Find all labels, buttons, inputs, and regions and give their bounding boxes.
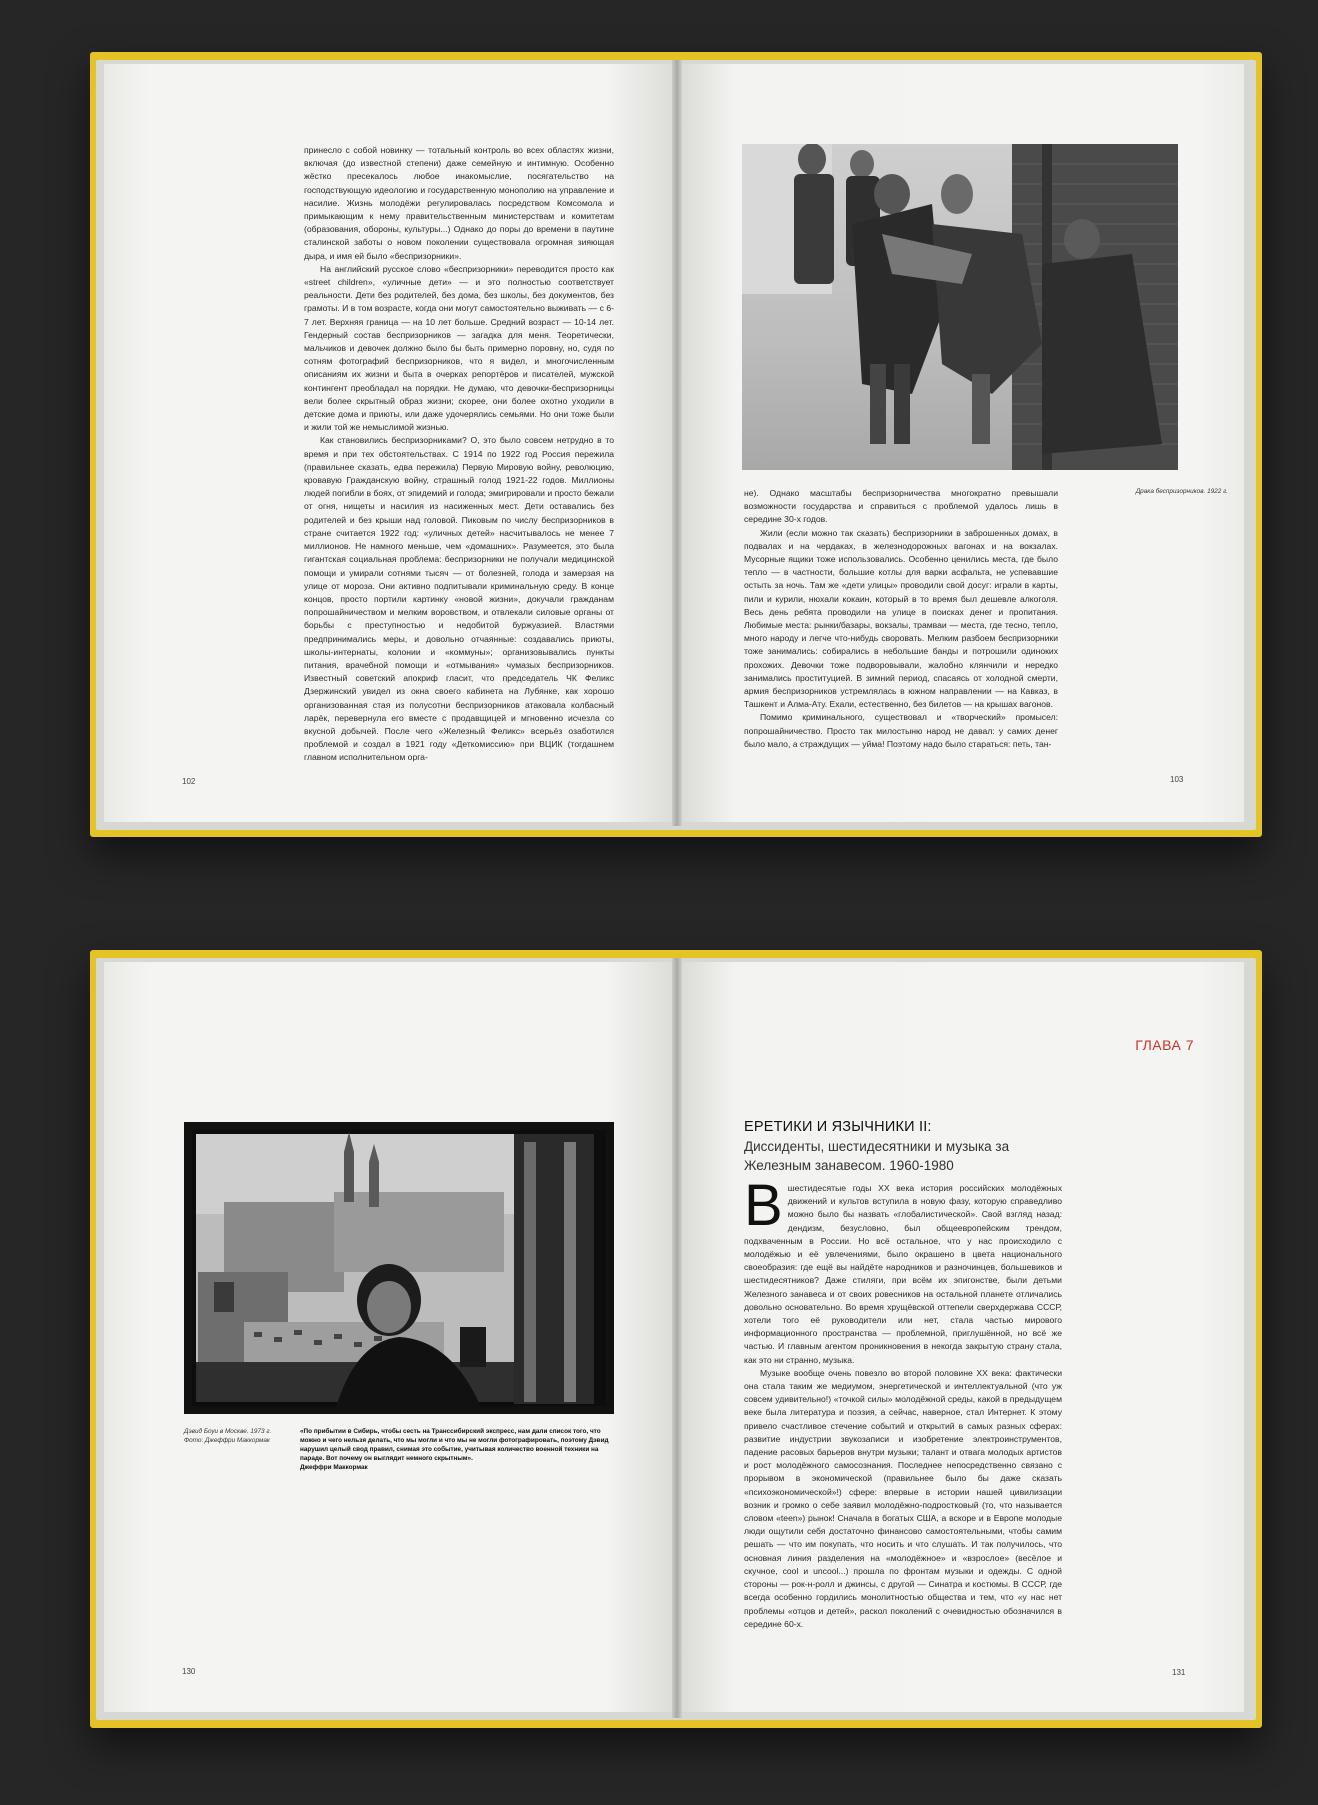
photo-caption [184, 1427, 294, 1445]
page-number: 102 [182, 777, 196, 786]
paragraph: Как становились беспризорниками? О, это было совсем нетрудно в то время и при тех обстоятельствах. С 1914 по 1922 год Россия пережила (правильнее сказать, едва пережила) Первую Мировую войну, революцию, кровавую Гражданскую войну, страшный голод 1921-22 годов. Миллионы людей погибли в боях, от эпидемий и голода; эмигрировали и просто бежали от огня, нищеты и насилия из насиженных мест. Дети оставались без родителей и без крыши над головой. Пиковым по числу беспризорников в стране считается 1922 год: «уличных детей» насчитывалось не менее 7 миллионов. Не намного меньше, чем «домашних». Разумеется, это была гигантская социальная проблема: беспризорники не получали медицинской помощи и умирали сотнями тысяч — от болезней, голода и замерзая на улице от мороза. Они активно подпитывали криминальную среду. В конце концов, просто портили картинку «новой жизни», докучали гражданам попрошайничеством и мелким воровством, и отвлекали силовые органы от борьбы с преступностью и недобитой буржуазией. Властями предпринимались меры, и довольно отчаянные: создавались приюты, школы-интернаты, колонии и «коммуны»; организовывались пункты питания, врачебной помощи и «отмывания» чумазых беспризорников. Известный советский апокриф гласит, что председатель ЧК Феликс Дзержинский увидел из окна своего кабинета на Лубянке, как хорошо организованная стая из полусотни беспризорников атаковала колбасный ларёк, перевернула его вместе с продавщицей и мгновенно исчезла со вкусной добычей. После чего «Железный Феликс» всерьёз озаботился проблемой и создал в 1921 году «Деткомиссию» при ВЦИК (тогдашнем главном исполнительном орга- [304, 435, 614, 763]
right-page-131 [678, 962, 1244, 1712]
pull-quote [300, 1427, 616, 1472]
paragraph: Помимо криминального, существовал и «творческий» промысел: попрошайничество. Просто так милостыню народ не давал: у самих денег было мало, а страждущих — уйма! Поэтому надо было стараться: петь, тан- [744, 712, 1058, 749]
drop-cap: В [744, 1173, 783, 1238]
paragraph: Жили (если можно так сказать) беспризорники в заброшенных домах, в подвалах и на чердаках, в железнодорожных вагонах и на вокзалах. Мусорные ящики тоже использовались. Особенно ценились места, где было тепло — в частности, большие котлы для варки асфальта, не успевавшие остыть за ночь. Там же «дети улицы» проводили свой досуг: играли в карты, пили и курили, нюхали кокаин, который в то время был дешевле алкоголя. Весь день ребята проводили на улице в поисках денег и пропитания. Любимые места: рынки/базары, вокзалы, трамваи — места, где тесно, тепло, много народу и легче что-нибудь своровать. Мелким разбоем беспризорники тоже занимались: собирались в небольшие банды и потрошили одиноких прохожих. Девочки тоже подворовывали, жалобно клянчили и нередко занимались проституцией. В зимний период, спасаясь от холодной смерти, армия беспризорников устремлялась в южном направлении — на Кавказ, в Ташкент и Алма-Ату. Ехали, естественно, без билетов — на крышах вагонов. [744, 527, 1058, 710]
photo-credit: Фото: Джеффри Маккормак [184, 1437, 270, 1444]
photo-caption-line: Дэвид Боуи в Москве. 1973 г. [184, 1428, 272, 1435]
chapter-body [744, 1173, 1062, 1631]
spine-gutter-2 [672, 958, 682, 1718]
chapter-title: ЕРЕТИКИ И ЯЗЫЧНИКИ II: [744, 1119, 932, 1135]
page-number: 130 [182, 1667, 196, 1676]
first-paragraph [744, 1173, 1062, 1367]
photo-caption: Драка беспризорников. 1922 г. [1135, 488, 1228, 495]
paragraph: принесло с собой новинку — тотальный контроль во всех областях жизни, включая (до известной степени) даже семейную и интимную. Особенно жёстко пресекалось любое инакомыслие, посягательство на господствующую идеологию и государственную монополию на управление и насилие. Жизнь молодёжи регулировалась посредством Комсомола и примыкающим к нему правительственным министерствам и комитетам (образования, обороны, культуры...) Однако до поры до времени в паутине сталинской заботы о новом поколении существовала огромная зияющая дыра, и имя ей было «беспризорники». [304, 145, 614, 261]
bowie-moscow-photo [184, 1122, 614, 1414]
paragraph: не). Однако масштабы беспризорничества многократно превышали возможности государства и справиться с проблемой удалось лишь в середине 30-х годов. [744, 488, 1058, 525]
paragraph: На английский русское слово «беспризорники» переводится просто как «street children», «уличные дети» — и это полностью соответствует реальности. Дети без родителей, без дома, без школы, без документов, без грамоты. И в том возрасте, когда они могут самостоятельно выживать — с 6-7 лет. Верхняя граница — на 10 лет больше. Средний возраст — 10-14 лет. Гендерный состав беспризорников — загадка для меня. Теоретически, мальчиков и девочек должно было бы быть примерно поровну, но, судя по сотням фотографий беспризорников, что я видел, и многочисленным описаниям их жизни и быта в очерках репортёров и писателей, мужской контингент преобладал на порядки. Не думаю, что девочки-беспризорницы вели более скрытный образ жизни; скорее, они более охотно уходили в детские дома и приюты, или даже удочерялись семьями. Но они тоже были и жили той же немыслимой жизнью. [304, 263, 614, 433]
paragraph-text: шестидесятые годы XX века история российских молодёжных движений и культов вступила в новую фазу, которую справедливо можно было бы назвать «глобалистической». Свой взгляд назад: дендизм, безусловно, был общеевропейским трендом, подхваченным в России. Но всё остальное, что у нас происходило с молодёжью и её увлечениями, было окрашено в цвета национального своеобразия: где ещё вы найдёте народников и разночинцев, большевиков и шестидесятников? Даже стиляги, при всём их эпигонстве, были детьми Железного занавеса и от своих ровесников на остальной планете отличались довольно основательно. Во время хрущёвской оттепели сверхдержава СССР, хотели того её руководители или нет, стала частью мирового информационного пространства — проблемной, приглушённой, но всё же частью. И главным агентом проникновения в некогда закрытую страну стала, как это ни странно, музыка. [744, 1183, 1062, 1365]
paragraph: Музыке вообще очень повезло во второй половине XX века: фактически она стала таким же медиумом, энергетической и интеллектуальной (что уж совсем удивительно!) «точкой силы» молодёжной среды, какой в предыдущем веке была литература и поэзия, а сейчас, наверное, стал Интернет. К этому привело счастливое стечение событий и открытий в самых разных сферах: развитие индустрии звукозаписи и изобретение электроинструментов, падение расовых барьеров внутри музыки; талант и отвага молодых артистов и рост молодёжного самосознания. Последнее непосредственно связано с прорывом в экономической (правильнее было бы даже сказать «психоэкономической»!) сфере: впервые в истории нашей цивилизации возник и громко о себе заявил молодёжно-подростковый (то, что называется словом «teen») рынок! Сначала в богатых США, а вскоре и в Европе молодые люди ощутили себя достаточно финансово самостоятельными, чтобы самим решать — что им покупать, что носить и что слушать. И так получилось, что основная линия разделения на «молодёжное» и «взрослое» (весёлое и скучное, cool и uncool...) прошла по фронтам музыки и одежды. С одной стороны — рок-н-ролл и джинсы, с другой — Синатра и костюмы. В СССР, где всегда особенно гордились монолитностью общества и тем, что «у нас нет проблемы «отцов и детей», раскол поколений с очевидностью обозначился в середине 60-х. [744, 1367, 1062, 1629]
page-number: 103 [1170, 775, 1184, 784]
chapter-subtitle: Диссиденты, шестидесятники и музыка за Железным занавесом. 1960-1980 [744, 1139, 1010, 1173]
quote-text: «По прибытии в Сибирь, чтобы сесть на Транссибирский экспресс, нам дали список того, что можно и чего нельзя делать, что мы могли и что мы не могли фотографировать, поэтому Дэвид нарушил целый свод правил, снимая это событие, учитывая количество военной техники на параде. Вот почему он выглядит немного скрытным». [300, 1428, 609, 1462]
chapter-label: ГЛАВА 7 [1135, 1037, 1194, 1053]
left-page-130 [104, 962, 674, 1712]
page-number: 131 [1172, 1668, 1186, 1677]
quote-author: Джеффри Маккормак [300, 1464, 368, 1471]
